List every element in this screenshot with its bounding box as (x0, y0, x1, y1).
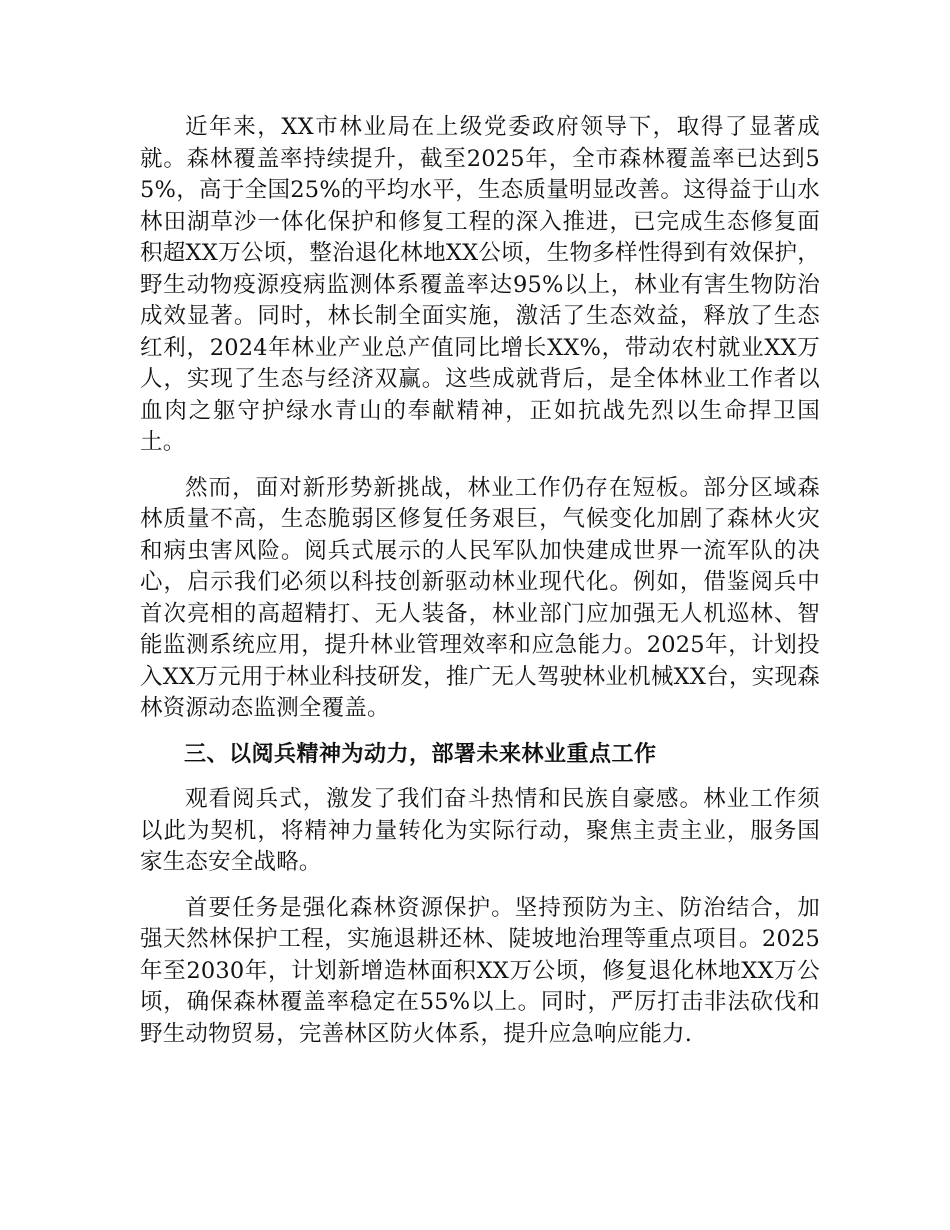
paragraph-achievements: 近年来，XX市林业局在上级党委政府领导下，取得了显著成就。森林覆盖率持续提升，截至2025年，全市森林覆盖率已达到55%，高于全国25%的平均水平，生态质量明显改善。这得益于山水林田湖草沙一体化保护和修复工程的深入推进，已完成生态修复面积超XX万公顷，整治退化林地XX公顷，生物多样性得到有效保护，野生动物疫源疫病监测体系覆盖率达95%以上，林业有害生物防治成效显著。同时，林长制全面实施，激活了生态效益，释放了生态红利，2024年林业产业总产值同比增长XX%，带动农村就业XX万人，实现了生态与经济双赢。这些成就背后，是全体林业工作者以血肉之躯守护绿水青山的奉献精神，正如抗战先烈以生命捍卫国土。 (140, 114, 820, 455)
paragraph-parade-inspiration: 观看阅兵式，激发了我们奋斗热情和民族自豪感。林业工作须以此为契机，将精神力量转化为实际行动，聚焦主责主业，服务国家生态安全战略。 (140, 786, 820, 875)
paragraph-challenges: 然而，面对新形势新挑战，林业工作仍存在短板。部分区域森林质量不高，生态脆弱区修复任务艰巨，气候变化加剧了森林火灾和病虫害风险。阅兵式展示的人民军队加快建成世界一流军队的决心，启示我们必须以科技创新驱动林业现代化。例如，借鉴阅兵中首次亮相的高超精打、无人装备，林业部门应加强无人机巡林、智能监测系统应用，提升林业管理效率和应急能力。2025年，计划投入XX万元用于林业科技研发，推广无人驾驶林业机械XX台，实现森林资源动态监测全覆盖。 (140, 474, 820, 721)
section-heading: 三、以阅兵精神为动力，部署未来林业重点工作 (184, 741, 657, 767)
paragraph-forest-protection: 首要任务是强化森林资源保护。坚持预防为主、防治结合，加强天然林保护工程，实施退耕还林、陡坡地治理等重点项目。2025年至2030年，计划新增造林面积XX万公顷，修复退化林地XX万公顷，确保森林覆盖率稳定在55%以上。同时，严厉打击非法砍伐和野生动物贸易，完善林区防火体系，提升应急响应能力. (140, 894, 820, 1047)
document-body (140, 112, 820, 1064)
